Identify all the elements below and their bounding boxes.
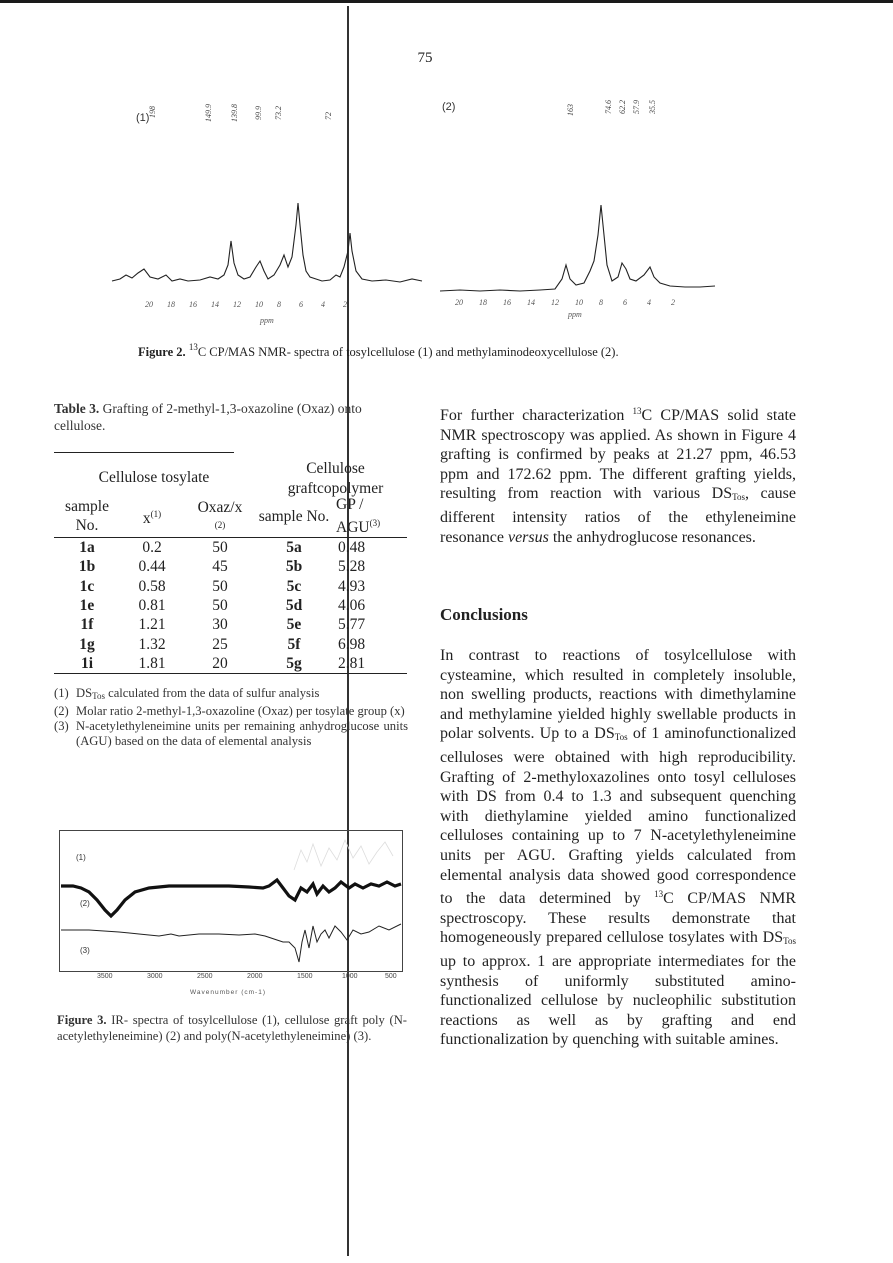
cell-gp: 5.28 [338,558,366,576]
cell-sample1: 1g [79,635,95,653]
cell-gp: 2.81 [338,654,366,672]
ir-trace-1-faint [294,840,393,870]
col-header-gp [332,495,407,537]
ir-tick: 3000 [147,973,163,980]
para2-d: up to approx. 1 are appropriate intermediates for the synthesis of uniformly substituted amino-functionalized cellulose by nucleophilic substitution reactions as well as by grafting and end functionalization by quenching with suitable amines. [440,952,796,1049]
para1-em: versus [507,528,549,546]
ir-x-label: Wavenumber (cm-1) [190,989,266,996]
ppm-tick: 20 [145,300,153,309]
table-row [54,577,407,596]
cell-gp: 4.93 [338,577,366,595]
ir-x-axis [59,973,403,985]
cell-sample2: 5b [285,558,303,576]
cell-sample1: 1a [79,539,95,557]
ppm-tick: 18 [167,300,175,309]
ir-trace-3 [61,924,401,962]
para2-sub2: Tos [783,936,796,947]
para1-d: the anhydroglucose resonances. [548,528,756,546]
peak-label: 163 [566,104,575,116]
peak-label: 62.2 [618,100,627,114]
ppm-unit-1: ppm [260,316,274,325]
cell-x: 1.32 [138,635,166,653]
ppm-tick: 6 [623,298,627,307]
para2-c: C CP/MAS NMR spectroscopy. These results demonstrate that homogeneously prepared cellulose tosylates with DS [440,890,796,947]
ppm-tick: 6 [299,300,303,309]
ir-tick: 1500 [297,973,313,980]
table-row [54,654,407,673]
footnote [54,686,408,704]
cell-sample2: 5f [287,635,301,653]
table-footnotes [54,686,408,749]
footnote [54,719,408,749]
cell-x: 1.21 [138,616,166,634]
col-gp-sup: (3) [369,518,381,528]
spectrum-2-label: (2) [442,101,456,113]
cell-x: 0.2 [142,539,162,557]
group-header-graft: Cellulose graftcopolymer [287,460,384,497]
figure-2-label: Figure 2. [138,345,186,359]
cell-sample2: 5d [285,597,303,615]
para1-sup: 13 [632,406,642,416]
peak-label: 74.6 [604,100,613,114]
ir-label-1: (1) [76,853,86,862]
ir-label-3: (3) [80,946,90,955]
cell-oxaz: 25 [212,635,228,653]
peak-label: 35.5 [648,100,657,114]
para2-sub1: Tos [614,732,628,743]
table-bottom-rule [54,673,407,674]
nmr-trace-1 [112,203,422,282]
ir-label-2: (2) [80,899,90,908]
cell-sample1: 1f [80,616,94,634]
cell-sample2: 5c [286,577,302,595]
spectrum-1-label: (1) [136,112,150,124]
ppm-tick: 8 [599,298,603,307]
para1-c: , cause different intensity ratios of the ethyleneimine resonance [440,485,796,546]
cell-sample1: 1e [79,597,95,615]
peak-label: 57.9 [632,100,641,114]
footnote-number: (1) [54,686,69,700]
ppm-tick: 12 [233,300,241,309]
table-row [54,634,407,653]
footnote-number: (3) [54,719,69,733]
col-header-x [120,495,184,537]
peak-label: 198 [148,106,157,118]
para2-b: of 1 aminofunctionalized celluloses were obtained with high reproducibility. Grafting of 2-methyloxazolines onto tosyl celluloses with DS from 0.4 to 1.3 and subsequent quenching with diethylamine yielded amino functionalized celluloses containing up to 7 N-acetylethyleneimine units per AGU. Grafting yields calculated from elemental analysis data showed good correspondence to the data determined by [440,725,797,908]
cell-oxaz: 50 [212,597,228,615]
cell-sample1: 1i [80,654,94,672]
col-x-sup: (1) [150,508,162,519]
footnote-sub: Tos [92,691,105,701]
cell-oxaz: 50 [212,577,228,595]
ppm-tick: 14 [211,300,219,309]
col-gp-text: GP / AGU [336,496,370,536]
ppm-tick: 2 [343,300,347,309]
ppm-tick: 14 [527,298,535,307]
peak-label: 72 [324,112,333,120]
peak-label: 139.8 [230,104,239,122]
para1-sub: Tos [732,492,745,503]
ppm-tick: 20 [455,298,463,307]
cell-sample2: 5g [286,654,302,672]
peak-label: 73.2 [274,106,283,120]
footnote-text: Molar ratio 2-methyl-1,3-oxazoline (Oxaz) per tosylate group (x) [76,704,405,718]
cell-gp: 5.77 [338,616,366,634]
cell-gp: 4.06 [338,597,366,615]
ir-tick: 3500 [97,973,113,980]
top-border [0,0,893,3]
table-3-caption [54,400,406,434]
nmr-trace-2 [440,205,715,291]
cell-x: 1.81 [138,654,166,672]
figure-3-label: Figure 3. [57,1013,107,1027]
ppm-tick: 8 [277,300,281,309]
ppm-tick: 12 [551,298,559,307]
ppm-tick: 4 [321,300,325,309]
table-top-rule [54,452,234,453]
cell-oxaz: 30 [212,616,228,634]
col-header-sample2: sample No. [258,507,330,525]
figure-3-caption-text: IR- spectra of tosylcellulose (1), cellulose graft poly (N-acetylethyleneimine) (2) and poly(N-acetylethyleneimine) (3). [57,1013,407,1043]
footnote [54,704,408,719]
paragraph-conclusions [440,646,796,1050]
cell-sample1: 1c [79,577,95,595]
caption-superscript: 13 [188,342,198,352]
cell-oxaz: 45 [212,558,228,576]
figure-2-caption [138,342,778,360]
paragraph-characterization [440,402,796,547]
cell-sample2: 5e [286,616,302,634]
cell-oxaz: 20 [212,654,228,672]
ir-tick: 2000 [247,973,263,980]
page-number: 75 [417,50,433,66]
table-row [54,596,407,615]
group-header-tosylate: Cellulose tosylate [98,469,210,486]
table-row [54,615,407,634]
peak-label: 149.9 [204,104,213,122]
figure-3-caption [57,1012,407,1044]
footnote-text: calculated from the data of sulfur analysis [104,686,320,700]
ir-tick: 1000 [342,973,358,980]
para2-a: In contrast to reactions of tosylcellulose with cysteamine, which resulted in completely insoluble, non swelling products, reactions with dimethylamine and methylamine yielded highly swellable products in polar solvents. Up to a DS [440,647,796,743]
ir-tick: 2500 [197,973,213,980]
footnote-text: N-acetylethyleneimine units per remaining anhydroglucose units (AGU) based on the data of elemental analysis [76,719,408,748]
para2-sup: 13 [654,889,664,900]
cell-gp: 6.98 [338,635,366,653]
table-row [54,557,407,576]
ppm-tick: 10 [255,300,263,309]
table-3-label: Table 3. [54,401,100,416]
col-header-oxaz [184,495,256,537]
figure-2-caption-text: C CP/MAS NMR- spectra of tosylcellulose (1) and methylaminodeoxycellulose (2). [197,345,619,359]
cell-gp: 0.48 [338,539,366,557]
cell-sample1: 1b [78,558,96,576]
ppm-tick: 4 [647,298,651,307]
cell-x: 0.58 [138,577,166,595]
ppm-tick: 16 [503,298,511,307]
ppm-tick: 2 [671,298,675,307]
footnote-pre: DS [76,686,93,700]
cell-x: 0.81 [138,597,166,615]
peak-label: 99.9 [254,106,263,120]
cell-x: 0.44 [138,558,166,576]
col-oxaz-sup: (2) [214,519,226,530]
ppm-tick: 10 [575,298,583,307]
col-x-text: x [142,509,151,527]
table-3-caption-text: Grafting of 2-methyl-1,3-oxazoline (Oxaz) onto cellulose. [54,401,362,433]
ppm-tick: 16 [189,300,197,309]
ppm-tick: 18 [479,298,487,307]
conclusions-heading: Conclusions [440,605,528,624]
ir-trace-2 [61,880,401,916]
footnote-number: (2) [54,704,69,718]
ir-spectra-plot [59,830,403,972]
para1-b: C CP/MAS solid state NMR spectroscopy was applied. As shown in Figure 4 grafting is confirmed by peaks at 21.27 ppm, 46.53 ppm and 172.62 ppm. The different grafting yields, resulting from reaction with various DS [440,407,796,503]
ir-tick: 500 [385,973,397,980]
cell-oxaz: 50 [212,539,228,557]
table-3 [54,452,407,674]
col-oxaz-text: Oxaz/x [197,498,243,516]
cell-sample2: 5a [286,539,302,557]
nmr-spectra-plot [110,195,730,295]
table-row [54,538,407,557]
para1-a: For further characterization [440,407,633,424]
ppm-unit-2: ppm [568,310,582,319]
col-header-sample1: sample No. [65,498,109,534]
